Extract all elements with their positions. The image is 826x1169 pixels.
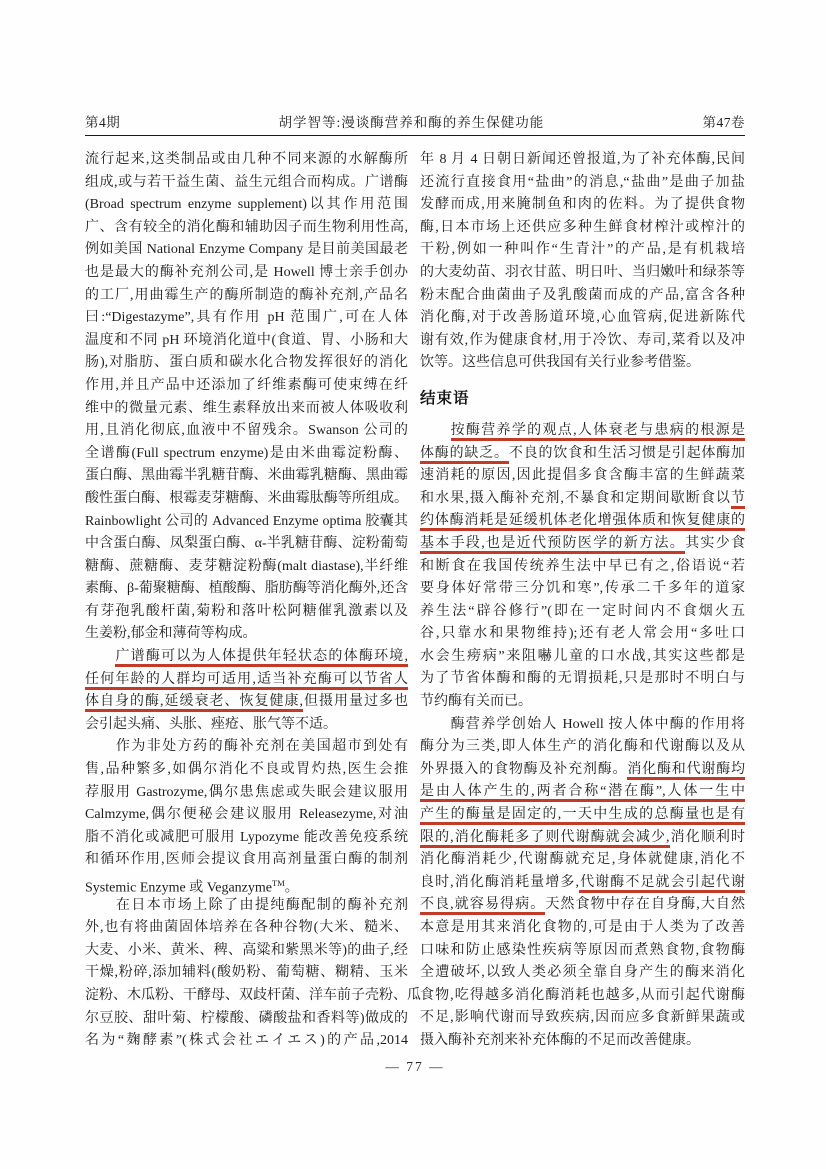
text-line xyxy=(420,330,745,353)
text-line xyxy=(85,1008,408,1031)
text-segment: 食物,吃得越多消化酶消耗也越多,从而引起代谢酶 xyxy=(420,987,745,1003)
text-line xyxy=(420,285,745,308)
text-segment: 组成,或与若干益生菌、益生元组合而构成。广谱酶 xyxy=(85,174,408,190)
text-line xyxy=(420,962,745,985)
text-line xyxy=(420,894,745,917)
text-segment: 酸性蛋白酶、根霉麦芽糖酶、米曲霉肽酶等所组成。 xyxy=(85,490,408,506)
text-segment: 和循环作用,医师会提议食用高剂量蛋白酶的制剂 xyxy=(85,852,408,868)
text-line xyxy=(85,488,408,511)
text-segment: 有芽孢乳酸杆菌,菊粉和落叶松阿糖催乳激素以及 xyxy=(85,603,408,619)
text-segment: 消化酶消耗少,代谢酶就充足,身体就健康,消化不 xyxy=(420,852,745,868)
text-segment: 尔豆胶、甜叶菊、柠檬酸、磷酸盐和香料等)做成的 xyxy=(85,1010,408,1026)
text-segment: (Broad spectrum enzyme supplement)以其作用范围 xyxy=(85,197,408,213)
text-segment: 谷,只靠水和果物维持);还有老人常会用“多吐口 xyxy=(420,626,745,642)
text-line xyxy=(420,804,745,827)
text-segment: 全遭破坏,以致人类必须全靠自身产生的酶来消化 xyxy=(420,965,745,981)
text-line xyxy=(85,714,408,737)
text-segment: 素酶、β-葡聚糖酶、植酸酶、脂肪酶等消化酶外,还含 xyxy=(85,581,409,597)
text-line xyxy=(420,736,745,759)
text-segment: 要身体好常带三分饥和寒”,传承二千多年的道家 xyxy=(420,581,745,597)
text-line xyxy=(85,239,408,262)
text-segment: 但摄用量过多也 xyxy=(303,694,408,710)
text-segment: 的大麦幼苗、羽衣甘蓝、明日叶、当归嫩叶和绿茶等 xyxy=(420,264,745,280)
underlined-text: 限的,消化酶耗多了则代谢酶就会减少, xyxy=(420,830,670,848)
text-segment: 速消耗的原因,因此提倡多食含酶丰富的生鲜蔬菜 xyxy=(420,468,745,484)
text-segment: 糖酶、蔗糖酶、麦芽糖淀粉酶(malt diastase),半纤维 xyxy=(85,558,408,574)
text-segment: 淀粉、木瓜粉、干酵母、双歧杆菌、洋车前子壳粉、瓜 xyxy=(85,987,421,1003)
text-line xyxy=(85,691,408,714)
volume-number: 第47卷 xyxy=(702,115,745,130)
text-segment: 其实少食 xyxy=(685,535,746,551)
text-line xyxy=(420,420,745,443)
text-line xyxy=(420,917,745,940)
text-line xyxy=(85,149,408,172)
text-line xyxy=(85,285,408,308)
text-line xyxy=(85,827,408,850)
text-line xyxy=(420,940,745,963)
text-line xyxy=(85,759,408,782)
text-segment: 外,也有将曲菌固体培养在各种谷物(大米、糙米、 xyxy=(85,920,408,936)
text-line xyxy=(85,375,408,398)
text-line xyxy=(420,352,745,375)
text-line xyxy=(85,533,408,556)
text-line xyxy=(420,1030,745,1053)
text-segment: 肠),对脂肪、蛋白质和碳水化合物发挥很好的消化 xyxy=(85,355,408,371)
text-segment: 名为“麹酵素”(株式会社エイエス)的产品,2014 xyxy=(85,1033,408,1049)
text-segment: 干燥,粉碎,添加辅料(酸奶粉、葡萄糖、糊精、玉米 xyxy=(85,965,408,981)
underlined-text: 约体酶消耗是延缓机体老化增强体质和恢复健康的 xyxy=(420,513,745,531)
text-segment: 年 8 月 4 日朝日新闻还曾报道,为了补充体酶,民间 xyxy=(420,152,745,167)
text-segment: Rainbowlight 公司的 Advanced Enzyme optima 胶囊其 xyxy=(85,513,408,529)
text-line xyxy=(85,782,408,805)
text-line xyxy=(420,827,745,850)
text-line xyxy=(420,714,745,737)
text-segment: 谢有效,作为健康食材,用于冷饮、寿司,菜肴以及冲 xyxy=(420,332,745,348)
text-line xyxy=(85,578,408,601)
text-segment: 的工厂,用曲霉生产的酶所制造的酶补充剂,产品名 xyxy=(85,287,408,303)
text-segment: 干粉,例如一种叫作“生青汁”的产品,是有机栽培 xyxy=(420,242,745,258)
text-line xyxy=(420,533,745,556)
underlined-text: 是由人体产生的,两者合称“潜在酶”,人体一生中 xyxy=(420,784,745,802)
text-line xyxy=(420,149,745,172)
text-segment: 全谱酶(Full spectrum enzyme)是由米曲霉淀粉酶、 xyxy=(85,445,408,461)
text-segment: 不良的饮食和生活习惯是引起体酶加 xyxy=(508,445,746,461)
page-header xyxy=(85,111,745,131)
text-line xyxy=(420,691,745,714)
text-line xyxy=(420,307,745,330)
text-segment: 作为非处方药的酶补充剂在美国超市到处有 xyxy=(85,739,408,755)
text-segment: 粉末配合曲菌曲子及乳酸菌而成的产品,富含各种 xyxy=(420,287,745,303)
text-segment: 节约酶有关而已。 xyxy=(420,694,532,710)
text-line xyxy=(85,172,408,195)
underlined-text: 体自身的酶,延缓衰老、恢复健康, xyxy=(85,694,303,712)
text-segment: 水会生痨病”来阻嚇儿童的口水战,其实这些都是 xyxy=(420,648,745,664)
text-segment: 曰:“Digestazyme”,具有作用 pH 范围广,可在人体 xyxy=(85,310,408,326)
text-segment: 和水果,摄入酶补充剂,不暴食和定期间歇断食以 xyxy=(420,490,731,506)
text-line xyxy=(420,646,745,669)
text-segment: 也是最大的酶补充剂公司,是 Howell 博士亲手创办 xyxy=(85,264,408,280)
text-line xyxy=(85,601,408,624)
underlined-text: 节 xyxy=(731,491,745,509)
text-segment: 大麦、小米、黄米、稗、高粱和紫黑米等)的曲子,经 xyxy=(85,942,408,958)
text-segment: 在日本市场上除了由提纯酶配制的酶补充剂 xyxy=(85,897,408,913)
text-segment: 天然食物中存在自身酶,大自然 xyxy=(545,897,746,913)
text-segment: 脂不消化或减肥可服用 Lypozyme 能改善免疫系统 xyxy=(85,829,408,845)
text-line xyxy=(420,985,745,1008)
text-segment: 维中的微量元素、维生素释放出来而被人体吸收利 xyxy=(85,400,408,416)
running-title: 胡学智等:漫谈酶营养和酶的养生保健功能 xyxy=(278,115,545,130)
text-line xyxy=(85,443,408,466)
section-heading: 结束语 xyxy=(420,389,470,407)
text-segment: 会引起头痛、头胀、痤疮、胀气等不适。 xyxy=(85,716,337,732)
text-segment: 用,且消化彻底,血液中不留残余。Swanson 公司的 xyxy=(85,423,408,439)
text-line xyxy=(85,352,408,375)
underlined-text: 任何年龄的人群均可适用,适当补充酶可以节省人 xyxy=(85,672,408,690)
underlined-text: 消化酶和代谢酶均 xyxy=(627,762,745,780)
text-line xyxy=(420,872,745,895)
text-line xyxy=(85,962,408,985)
underlined-text: 体酶的缺乏。 xyxy=(420,446,509,464)
text-segment: 发酵而成,用来腌制鱼和肉的佐料。为了提供食物 xyxy=(420,197,745,213)
text-segment: 。 xyxy=(284,880,299,896)
text-segment: 为了节省体酶和酶的无谓损耗,只是那时不明白与 xyxy=(420,671,745,687)
text-line xyxy=(85,262,408,285)
right-column xyxy=(420,149,745,1053)
text-line xyxy=(85,330,408,353)
text-segment: 温度和不同 pH 环境消化道中(食道、胃、小肠和大 xyxy=(85,332,408,348)
text-segment: 广、含有较全的消化酶和辅助因子而生物利用性高, xyxy=(85,219,408,235)
text-line xyxy=(420,510,745,533)
text-segment: Calmzyme,偶尔便秘会建议服用 Releasezyme,对油 xyxy=(85,807,408,823)
text-line xyxy=(85,556,408,579)
text-line xyxy=(85,646,408,669)
text-line xyxy=(85,194,408,217)
text-segment: 蛋白酶、黑曲霉半乳糖苷酶、米曲霉乳糖酶、黑曲霉 xyxy=(85,468,408,484)
underlined-text: 产生的酶量是固定的,一天中生成的总酶量也是有 xyxy=(420,807,745,825)
text-line xyxy=(85,217,408,240)
text-line xyxy=(85,804,408,827)
underlined-text: 代谢酶不足就会引起代谢 xyxy=(579,875,745,893)
text-line xyxy=(420,172,745,195)
text-line xyxy=(420,849,745,872)
text-segment: 荐服用 Gastrozyme,偶尔患焦虑或失眠会建议服用 xyxy=(85,784,408,800)
text-segment: 酶营养学创始人 Howell 按人体中酶的作用将 xyxy=(420,716,745,732)
issue-number: 第4期 xyxy=(85,115,121,130)
text-segment: 消化酶,对于改善肠道环境,心血管病,促进新陈代 xyxy=(420,310,745,326)
text-line xyxy=(420,759,745,782)
text-segment: 流行起来,这类制品或由几种不同来源的水解酶所 xyxy=(85,152,408,167)
text-segment: 酶分为三类,即人体生产的消化酶和代谢酶以及从 xyxy=(420,739,745,755)
text-line xyxy=(420,488,745,511)
text-segment: Systemic Enzyme 或 Veganzyme xyxy=(85,880,273,896)
text-line xyxy=(85,736,408,759)
text-segment xyxy=(85,649,115,664)
text-segment: 外界摄入的食物酶及补充剂酶。 xyxy=(420,761,628,777)
text-line xyxy=(420,194,745,217)
text-line xyxy=(420,262,745,285)
text-line xyxy=(420,578,745,601)
underlined-text: 按酶营养学的观点,人体衰老与患病的根源是 xyxy=(451,423,745,441)
header-rule xyxy=(85,135,745,136)
text-line xyxy=(85,511,408,534)
article-body xyxy=(85,149,745,1053)
text-line xyxy=(420,623,745,646)
text-line xyxy=(420,1007,745,1030)
text-line xyxy=(420,239,745,262)
text-line xyxy=(85,420,408,443)
text-segment: 和断食在我国传统养生法中早已有之,俗语说“若 xyxy=(420,558,745,574)
text-line xyxy=(85,849,408,872)
text-line xyxy=(85,1030,408,1053)
text-line xyxy=(420,668,745,691)
text-segment: 良时,消化酶消耗量增多, xyxy=(420,874,579,890)
text-segment: 饮等。这些信息可供我国有关行业参考借鉴。 xyxy=(420,355,700,371)
text-segment: 消化顺利时 xyxy=(669,829,746,845)
text-line xyxy=(85,985,421,1008)
text-line xyxy=(85,623,408,646)
underlined-text: 不良,就容易得病。 xyxy=(420,897,545,915)
text-segment: 还流行直接食用“盐曲”的消息,“盐曲”是曲子加盐 xyxy=(420,174,745,190)
text-segment xyxy=(420,423,451,438)
text-line xyxy=(85,895,408,918)
page-footer xyxy=(85,1059,745,1075)
page-number: — 77 — xyxy=(385,1059,445,1074)
text-segment: TM xyxy=(272,878,285,888)
text-line xyxy=(420,601,745,624)
underlined-text: 广谱酶可以为人体提供年轻状态的体酶环境, xyxy=(115,649,408,667)
text-segment: 生姜粉,郁金和薄荷等构成。 xyxy=(85,626,257,642)
text-segment: 售,品种繁多,如偶尔消化不良或胃灼热,医生会推 xyxy=(85,762,408,778)
text-line xyxy=(85,465,408,488)
text-line xyxy=(85,398,408,421)
text-line xyxy=(85,917,408,940)
text-segment: 口味和防止感染性疾病等原因而煮熟食物,食物酶 xyxy=(420,942,745,958)
text-line xyxy=(85,307,408,330)
text-line xyxy=(420,556,745,579)
text-segment: 养生法“辟谷修行”(即在一定时间内不食烟火五 xyxy=(420,603,745,619)
text-line xyxy=(420,217,745,240)
text-segment: 作用,并且产品中还添加了纤维素酶可使束缚在纤 xyxy=(85,377,408,393)
text-segment: 酶,日本市场上还供应多种生鲜食材榨汁或榨汁的 xyxy=(420,219,745,235)
text-segment: 摄入酶补充剂来补充体酶的不足而改善健康。 xyxy=(420,1032,700,1048)
text-segment: 不足,影响代谢而导致疾病,因而应多食新鲜果蔬或 xyxy=(420,1010,745,1026)
text-line xyxy=(85,940,408,963)
text-line xyxy=(85,669,408,692)
text-segment: 例如美国 National Enzyme Company 是目前美国最老 xyxy=(85,242,408,258)
text-line xyxy=(420,781,745,804)
text-line xyxy=(420,465,745,488)
text-segment: 本意是用其来消化食物的,可是由于人类为了改善 xyxy=(420,920,745,935)
text-segment: 中含蛋白酶、凤梨蛋白酶、α-半乳糖苷酶、淀粉葡萄 xyxy=(85,536,408,552)
left-column xyxy=(85,149,421,1053)
underlined-text: 基本手段,也是近代预防医学的新方法。 xyxy=(420,536,685,554)
text-line xyxy=(420,443,745,466)
text-line xyxy=(85,872,408,895)
